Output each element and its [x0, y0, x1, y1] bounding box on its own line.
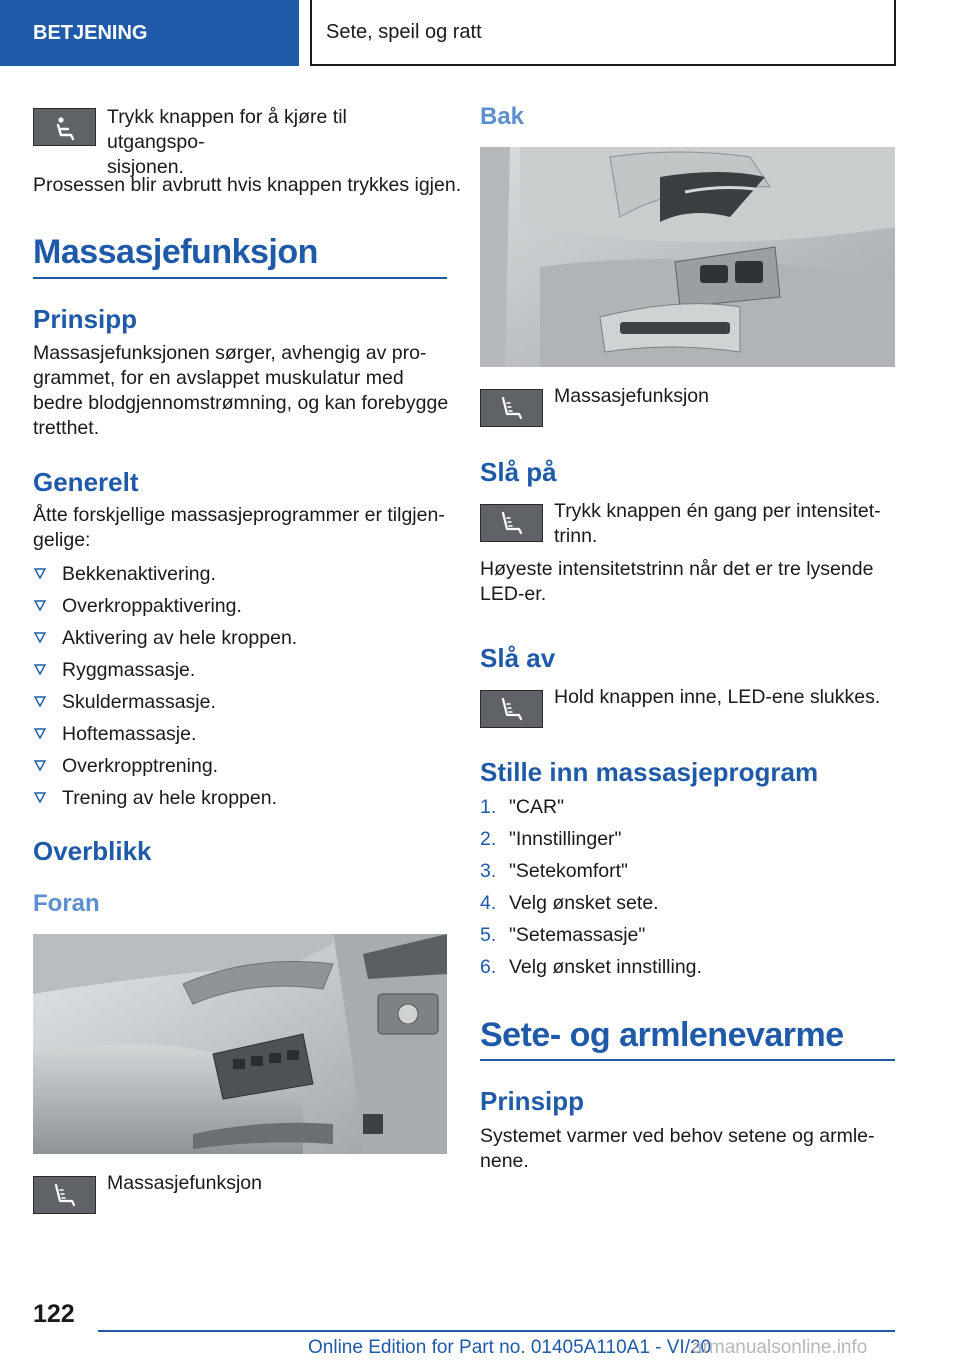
seat-massage-icon [480, 389, 543, 427]
off-button-text: Hold knappen inne, LED-ene slukkes. [554, 686, 881, 708]
principle-paragraph: Massasjefunksjonen sørger, avhengig av pro- grammet, for en avslappet muskulatur med bedre blodgjennomstrømning, og kan forebygge tretthet. [33, 342, 449, 439]
overview-heading: Overblikk [33, 836, 152, 866]
triangle-bullet-icon [33, 566, 47, 580]
off-heading: Slå av [480, 643, 556, 673]
edition-text: Online Edition for Part no. 01405A110A1 - VI/20 [308, 1337, 712, 1358]
seat-massage-icon [33, 1176, 96, 1214]
heating-heading: Sete- og armlenevarme [480, 1016, 844, 1054]
page-number: 122 [33, 1300, 75, 1328]
on-heading: Slå på [480, 457, 557, 487]
rear-door-photo [480, 147, 895, 367]
rear-button-label: Massasjefunksjon [554, 385, 709, 407]
triangle-bullet-icon [33, 662, 47, 676]
footer-rule [98, 1330, 895, 1332]
general-heading: Generelt [33, 467, 139, 497]
section-title: Sete, speil og ratt [310, 0, 896, 66]
heading-rule [480, 1059, 895, 1061]
seat-position-icon [33, 108, 96, 146]
page-header [0, 0, 960, 66]
triangle-bullet-icon [33, 630, 47, 644]
program-heading: Stille inn massasjeprogram [480, 757, 819, 787]
front-button-label: Massasjefunksjon [107, 1172, 262, 1194]
triangle-bullet-icon [33, 758, 47, 772]
heading-rule [33, 277, 447, 279]
triangle-bullet-icon [33, 694, 47, 708]
seat-massage-icon [480, 504, 543, 542]
front-heading: Foran [33, 890, 100, 917]
on-button-text: Trykk knappen én gang per intensitet- trinn. [554, 500, 881, 547]
watermark: armanualsonline.info [692, 1337, 868, 1358]
heating-principle-heading: Prinsipp [480, 1086, 585, 1116]
heating-paragraph: Systemet varmer ved behov setene og armle- nene. [480, 1125, 875, 1172]
triangle-bullet-icon [33, 726, 47, 740]
intro-paragraph: Prosessen blir avbrutt hvis knappen trykkes igjen. [33, 174, 462, 196]
massage-heading: Massasjefunksjon [33, 233, 318, 271]
general-paragraph: Åtte forskjellige massasjeprogrammer er tilgjen- gelige: [33, 504, 445, 551]
on-paragraph: Høyeste intensitetstrinn når det er tre lysende LED-er. [480, 558, 874, 605]
triangle-bullet-icon [33, 598, 47, 612]
intro-button-text: Trykk knappen for å kjøre til utgangspo- sisjonen. [107, 106, 347, 178]
principle-heading: Prinsipp [33, 304, 138, 334]
rear-heading: Bak [480, 103, 525, 130]
chapter-tab: BETJENING [0, 0, 299, 66]
front-door-photo [33, 934, 447, 1154]
triangle-bullet-icon [33, 790, 47, 804]
seat-massage-icon [480, 690, 543, 728]
